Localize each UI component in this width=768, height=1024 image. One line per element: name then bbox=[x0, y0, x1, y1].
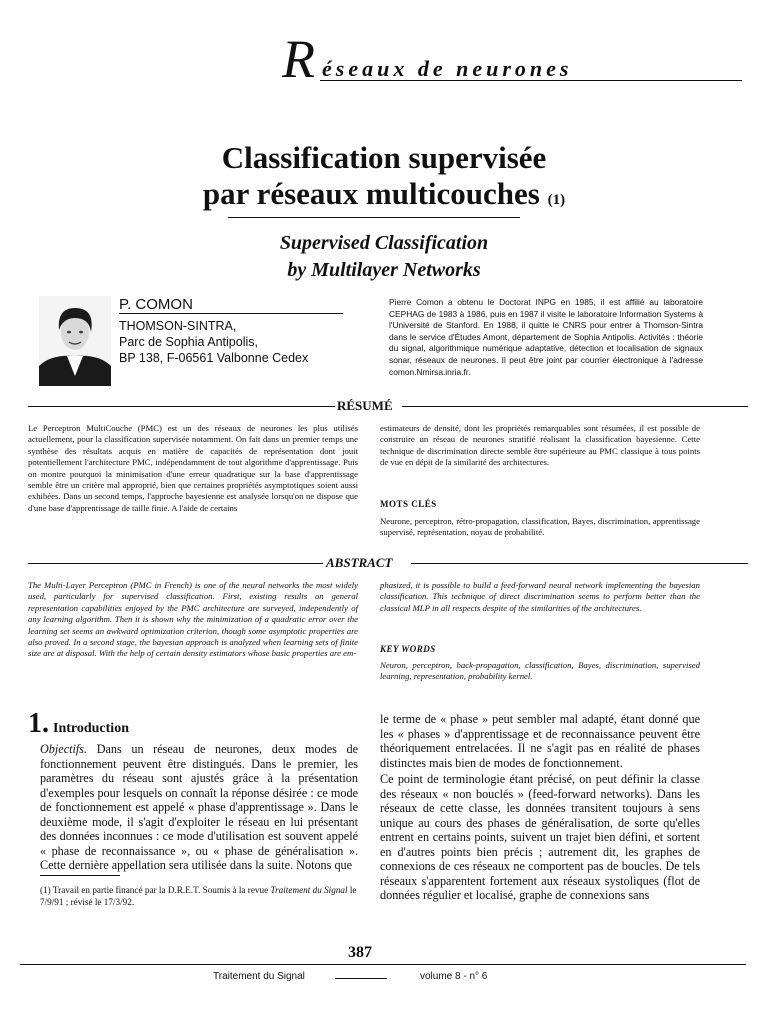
resume-divider bbox=[28, 398, 748, 414]
title-line-2-text: par réseaux multicouches bbox=[202, 176, 540, 211]
intro-left-text: Dans un réseau de neurones, deux modes de fonctionnement peuvent être distingués. Dans le premier, les paramètres du réseau sont ajustés grâce à la présentation d'exemples pour lesquels on connaît la réponse désirée : ce mode de fonctionnement est appelé « phase d'apprentissage ». Dans le deuxième mode, il s'agit d'exploiter le réseau en lui présentant des données inconnues : ce mode d'utilisation est souvent appelé « phase de reconnaissance », ou « phase de généralisation ». Cette dernière appellation sera utilisée dans la suite. Notons que bbox=[40, 742, 358, 872]
author-photo bbox=[39, 296, 111, 386]
title-footnote-mark: (1) bbox=[547, 192, 566, 208]
footnote-rule bbox=[40, 875, 120, 876]
author-portrait-image bbox=[39, 296, 111, 386]
affiliation-line: Parc de Sophia Antipolis, bbox=[119, 335, 258, 349]
footer-separator bbox=[335, 978, 387, 979]
affiliation-line: THOMSON-SINTRA, bbox=[119, 319, 237, 333]
divider-rule-left bbox=[28, 563, 323, 564]
resume-right-column: estimateurs de densité, dont les propriétés remarquables sont résumées, il est possible de construire un réseau de neurones stratifié réalisant la classification bayesienne. Cette technique de discrimination directe semble être supérieure au PMC classique à tous points de vue en dépit de la similarité des architectures. bbox=[380, 423, 700, 468]
intro-right-column bbox=[380, 712, 700, 903]
footnote-journal: Traitement du Signal bbox=[270, 885, 348, 895]
section-rule bbox=[320, 80, 742, 81]
footer-journal: Traitement du Signal bbox=[213, 971, 305, 982]
intro-number: 1. bbox=[28, 708, 49, 739]
title-rule bbox=[228, 217, 520, 218]
title-line-2 bbox=[0, 176, 768, 218]
footnote-mark: (1) bbox=[40, 885, 51, 895]
section-title: éseaux de neurones bbox=[322, 56, 573, 81]
abstract-heading: ABSTRACT bbox=[326, 555, 393, 570]
resume-left-column: Le Perceptron MultiCouche (PMC) est un des réseaux de neurones les plus utilisés actuellement, pour la classification supervisée notamment. On fait dans un premier temps une synthèse des résultats acquis en matière de capacités de représentation dont jouit potentiellement l'architecture PMC, indépendamment de tout algorithme d'apprentissage. Puis on montre pourquoi la minimisation d'une erreur quadratique sur la base d'apprentissage semble être un critère mal approprié, bien que certaines propriétés asymptotiques soient aussi exhibées. Dans un second temps, l'approche bayesienne est analysée lorsqu'on ne dispose que d'une base d'apprentissage de taille finie. A l'aide de certains bbox=[28, 423, 358, 513]
english-title-line-1: Supervised Classification bbox=[279, 232, 489, 254]
footer-rule bbox=[20, 964, 746, 965]
affiliation-line: BP 138, F-06561 Valbonne Cedex bbox=[119, 351, 309, 365]
author-affiliation bbox=[119, 318, 308, 366]
intro-left-column bbox=[40, 742, 358, 873]
footer-volume: volume 8 - n° 6 bbox=[420, 971, 488, 982]
footnote bbox=[40, 884, 358, 908]
divider-rule-right bbox=[411, 563, 748, 564]
page-number: 387 bbox=[348, 944, 372, 961]
abstract-left-column: The Multi-Layer Perceptron (PMC in French) is one of the neural networks the most widely used, particularly for supervised classification. First, existing results on general representation capabilities enjoyed by the PMC architecture are surveyed, independently of any learning algorithm. Then it is shown why the minimization of a quadratic error over the learning set seems an awkward optimization criterion, though some asymptotic properties are also proved. In a second stage, the bayesian approach is analyzed when learning sets of finite size are at disposal. With the help of certain density estimators whose basic properties are em- bbox=[28, 580, 358, 659]
abstract-right-column: phasized, it is possible to build a feed-forward neural network implementing the bayesian classification. This technique of direct discrimination seems to perform better than the classical MLP in all respects despite of the similarities of the architectures. bbox=[380, 580, 700, 613]
abstract-keywords-heading: KEY WORDS bbox=[380, 644, 436, 654]
abstract-keywords: Neuron, perceptron, back-propagation, classification, Bayes, discrimination, supervised learning, representation, probability kernel. bbox=[380, 660, 700, 682]
intro-heading bbox=[28, 708, 129, 740]
author-rule bbox=[119, 313, 343, 314]
title-line-1: Classification supervisée bbox=[221, 140, 547, 175]
footnote-dates: le 7/9/91 ; révisé le 17/3/92. bbox=[40, 885, 357, 907]
author-bio: Pierre Comon a obtenu le Doctorat INPG en 1985, il est affilié au laboratoire CEPHAG de 1983 à 1986, puis en 1987 il visite le laboratoire Information Systems à l'Université de Stanford. En 1988, il quitte le CNRS pour entrer à Thomson-Sintra dans le service d'Études Amont, département de Sophia Antipolis. Activités : théorie du signal, algorithmique numérique adaptative, détection et localisation de signaux sonar, réseaux de neurones. Il peut être joint par courrier électronique à l'adresse comon.Nmirsa.inria.fr. bbox=[389, 297, 703, 377]
intro-right-paragraph-2: Ce point de terminologie étant précisé, on peut définir la classe des réseaux « non bouclés » (feed-forward networks). Dans les réseaux de cette classe, les données transitent toujours à sens unique au cours des phases de généralisation, de sorte qu'elles entrent en certains points, suivent un trajet bien défini, et sortent en d'autres points bien précis ; autrement dit, les graphes de connexions de ces réseaux ne comportent pas de boucles. De tels réseaux s'apparentent fortement aux réseaux systoliques (flot de données régulier et localisé, graphe de connexions sans bbox=[380, 772, 700, 902]
resume-keywords-heading: MOTS CLÉS bbox=[380, 499, 437, 509]
author-name: P. COMON bbox=[119, 296, 193, 313]
intro-lead: Objectifs. bbox=[40, 742, 88, 756]
divider-rule-right bbox=[402, 406, 748, 407]
section-initial: R bbox=[282, 29, 315, 89]
abstract-divider bbox=[28, 555, 748, 571]
section-header bbox=[282, 29, 742, 89]
intro-right-paragraph-1: le terme de « phase » peut sembler mal adapté, étant donné que les « phases » d'apprentissage et de reconnaissance peuvent être théoriquement entrelacées. Il ne s'agit pas en réalité de phases distinctes mais bien de modes de fonctionnement. bbox=[380, 712, 700, 770]
divider-rule-left bbox=[28, 406, 335, 407]
english-title-line-2: by Multilayer Networks bbox=[287, 259, 481, 281]
intro-title: Introduction bbox=[53, 721, 129, 736]
resume-keywords: Neurone, perceptron, rétro-propagation, classification, Bayes, discrimination, apprentissage supervisé, représentation, noyau de probabilité. bbox=[380, 516, 700, 538]
footnote-text: Travail en partie financé par la D.R.E.T. Soumis à la revue bbox=[50, 885, 271, 895]
resume-heading: RÉSUMÉ bbox=[337, 398, 393, 413]
